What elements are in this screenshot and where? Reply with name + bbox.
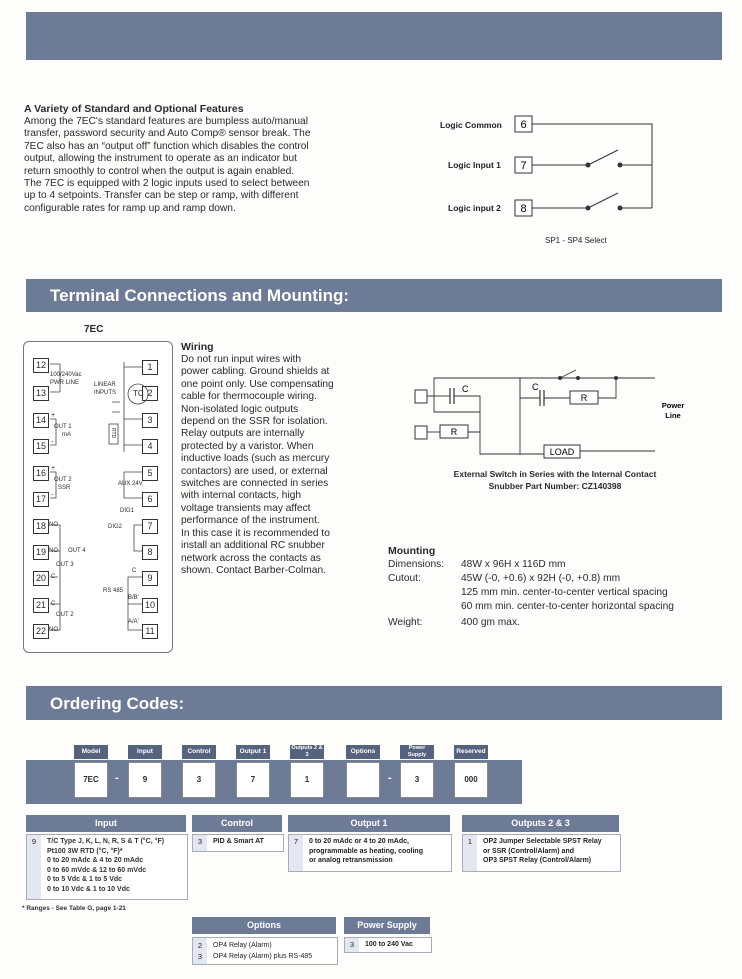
outputs23-line: OP3 SPST Relay (Control/Alarm)	[483, 857, 592, 864]
plus-label: +	[51, 412, 56, 419]
mounting-title: Mounting	[388, 545, 436, 557]
snubber-caption-2: Snubber Part Number: CZ140398	[488, 481, 622, 491]
out2-ssr-label: SSR	[58, 485, 71, 491]
control-code: 3	[193, 835, 207, 851]
input-code: 9	[27, 835, 41, 899]
code-dash: -	[115, 772, 119, 784]
mounting-dimensions-label: Dimensions:	[388, 559, 445, 570]
control-section-header: Control	[192, 815, 282, 832]
code-value-input: 9	[128, 762, 162, 798]
no-label-22: NO	[49, 627, 58, 633]
code-header-reserved: Reserved	[454, 745, 488, 759]
wiring-line: inductive loads (such as mercury	[181, 453, 330, 465]
out1-label: OUT 1	[54, 424, 72, 430]
terminal-22: 22	[33, 624, 49, 639]
code-header-power: Power Supply	[400, 745, 434, 759]
wiring-line: power cabling. Ground shields at	[181, 366, 330, 378]
tc-label: TC	[133, 389, 144, 398]
terminal-21: 21	[33, 598, 49, 613]
terminal-2: 2	[142, 386, 158, 401]
wiring-line: one point only. Use compensating	[181, 378, 334, 390]
terminal-7: 7	[142, 519, 158, 534]
terminal-13: 13	[33, 386, 49, 401]
output1-line: programmable as heating, cooling	[309, 847, 423, 855]
input-option: 0 to 60 mVdc & 12 to 60 mVdc	[47, 866, 147, 874]
wiring-line: Non-isolated logic outputs	[181, 403, 299, 415]
terminal-4: 4	[142, 439, 158, 454]
output1-section-body	[288, 834, 452, 872]
features-line: Among the 7EC's standard features are bumpless auto/manual	[24, 116, 308, 127]
terminal-8: 8	[142, 545, 158, 560]
wiring-line: shown. Contact Barber-Colman.	[181, 564, 326, 576]
output1-line: 0 to 20 mAdc or 4 to 20 mAdc,	[309, 838, 409, 845]
wiring-line: network across the contacts as	[181, 552, 321, 564]
snubber-caption-1: External Switch in Series with the Internal Contact	[453, 469, 657, 479]
terminal-9: 9	[142, 571, 158, 586]
code-header-control: Control	[182, 745, 216, 759]
out2-relay-label: OUT 2	[56, 612, 74, 618]
wiring-line: voltage transients may affect	[181, 502, 311, 514]
terminal-14: 14	[33, 413, 49, 428]
options-row: OP4 Relay (Alarm)	[213, 942, 272, 949]
inputs-label: INPUTS	[94, 390, 117, 396]
terminal-20: 20	[33, 571, 49, 586]
input-option: 0 to 5 Vdc & 1 to 5 Vdc	[47, 876, 123, 883]
out3-label: OUT 3	[56, 562, 74, 568]
terminal-18: 18	[33, 519, 49, 534]
mounting-dimensions-value: 48W x 96H x 116D mm	[461, 559, 566, 570]
options-row: OP4 Relay (Alarm) plus RS-485	[213, 953, 313, 960]
code-header-output1: Output 1	[236, 745, 270, 759]
wiring-line: protected by a varistor. When	[181, 440, 314, 452]
wiring-line: In this case it is recommended to	[181, 527, 330, 539]
mounting-cutout-value: 45W (-0, +0.6) x 92H (-0, +0.8) mm	[461, 573, 621, 584]
outputs23-section-body	[462, 834, 621, 872]
c-label-21: C	[51, 601, 56, 607]
code-value-model: 7EC	[74, 762, 108, 798]
rtd-label: RTD	[110, 428, 116, 439]
wiring-line: Do not run input wires with	[181, 354, 302, 365]
features-line: transfer, password security and Auto Comp® sensor break. The	[24, 128, 311, 140]
ordering-title: Ordering Codes:	[50, 694, 185, 713]
wiring-line: switches are connected in series	[181, 478, 329, 490]
code-header-input: Input	[128, 745, 162, 759]
wiring-title: Wiring	[181, 341, 214, 353]
snubber-r-label-1: R	[450, 427, 458, 437]
terminal-wiring-lines	[24, 342, 172, 652]
wiring-line: cable for thermocouple wiring.	[181, 391, 317, 403]
outputs23-line: OP2 Jumper Selectable SPST Relay	[483, 838, 602, 845]
no-label-19: NO	[49, 548, 58, 554]
wiring-line: depend on the SSR for isolation.	[181, 416, 328, 428]
c-label-9: C	[132, 568, 137, 574]
features-line: configurable rates for ramp up and ramp down.	[24, 202, 236, 214]
outputs23-code: 1	[463, 835, 477, 871]
features-line: up to 4 setpoints. Transfer can be step or ramp, with different	[24, 190, 299, 202]
bb-label: B/B'	[128, 595, 139, 601]
wiring-line: with internal contacts, high	[181, 490, 302, 502]
ordering-banner	[26, 686, 722, 720]
input-section-body	[26, 834, 188, 900]
line-label: Line	[665, 411, 681, 420]
no-label-18: NO	[49, 522, 58, 528]
wiring-line: performance of the instrument.	[181, 515, 320, 527]
code-value-output1: 7	[236, 762, 270, 798]
features-body	[24, 116, 374, 215]
terminal-16: 16	[33, 466, 49, 481]
features-line: return smoothly to control when the output is again enabled.	[24, 165, 295, 177]
control-section-body	[192, 834, 284, 852]
control-option: PID & Smart AT	[213, 838, 264, 845]
out1-ma-label: mA	[62, 432, 71, 438]
code-value-control: 3	[182, 762, 216, 798]
terminal-7: 7	[520, 160, 527, 172]
options-section-header: Options	[192, 917, 336, 934]
snubber-r-label-2: R	[580, 393, 588, 403]
terminal-12: 12	[33, 358, 49, 373]
wiring-line: install an additional RC snubber	[181, 540, 325, 552]
code-header-outputs23: Outputs 2 & 3	[291, 745, 323, 758]
terminal-5: 5	[142, 466, 158, 481]
aux-label: AUX 24V	[118, 481, 143, 487]
logic-diagram-caption: SP1 - SP4 Select	[545, 236, 607, 245]
out4-label: OUT 4	[68, 548, 86, 554]
logic-input1-label: Logic Input 1	[448, 160, 501, 170]
features-line: output, allowing the instrument to operate as an indicator but	[24, 153, 297, 165]
pwr-line-label: PWR LINE	[50, 380, 80, 386]
dig1-label: DIG1	[120, 508, 135, 514]
terminal-section-title: Terminal Connections and Mounting:	[50, 286, 350, 305]
out2-label: OUT 2	[54, 477, 72, 483]
outputs23-section-header: Outputs 2 & 3	[462, 815, 619, 832]
output1-section-header: Output 1	[288, 815, 450, 832]
options-code: 2	[197, 941, 203, 950]
power-section-header: Power Supply	[344, 917, 430, 934]
code-value-reserved: 000	[454, 762, 488, 798]
features-title: A Variety of Standard and Optional Features	[24, 103, 244, 115]
input-option: 0 to 10 Vdc & 1 to 10 Vdc	[47, 885, 130, 893]
ranges-footnote: * Ranges - See Table G, page 1-21	[22, 905, 126, 912]
c-label-20: C	[51, 574, 56, 580]
plus-label-2: +	[51, 465, 56, 472]
power-option: 100 to 240 Vac	[365, 941, 413, 948]
input-section-header: Input	[26, 815, 186, 832]
code-value-power: 3	[400, 762, 434, 798]
rs485-label: RS 485	[103, 588, 124, 594]
pwr-label: 100/240Vac	[50, 372, 82, 378]
input-option: 0 to 20 mAdc & 4 to 20 mAdc	[47, 857, 144, 864]
linear-label: LINEAR	[94, 382, 116, 388]
features-line: The 7EC is equipped with 2 logic inputs used to select between	[24, 178, 310, 190]
power-code: 3	[345, 938, 359, 952]
terminal-17: 17	[33, 492, 49, 507]
terminal-section-banner	[26, 279, 722, 312]
terminal-10: 10	[142, 598, 158, 613]
snubber-c-label-2: C	[532, 382, 539, 392]
minus-label: -	[51, 439, 54, 446]
output1-line: or analog retransmission	[309, 857, 393, 864]
options-code: 3	[197, 952, 203, 961]
mounting-weight-value: 400 gm max.	[461, 617, 520, 628]
input-option: T/C Type J, K, L, N, R, S & T (°C, °F)	[47, 838, 165, 845]
terminal-19: 19	[33, 545, 49, 560]
code-header-options: Options	[346, 745, 380, 759]
features-line: 7EC also has an “output off” function which disables the control	[24, 140, 309, 152]
code-dash-2: -	[388, 772, 392, 784]
wiring-body	[181, 354, 381, 577]
terminal-8: 8	[520, 203, 527, 215]
code-value-outputs23: 1	[290, 762, 324, 798]
terminal-3: 3	[142, 413, 158, 428]
mounting-vertical-spacing: 125 mm min. center-to-center vertical spacing	[461, 587, 668, 598]
minus-label-2: -	[51, 492, 54, 499]
model-label: 7EC	[84, 324, 104, 335]
snubber-diagram	[410, 366, 700, 462]
terminal-diagram	[23, 341, 173, 653]
terminal-6: 6	[520, 119, 527, 131]
terminal-11: 11	[142, 624, 158, 639]
input-option: Pt100 3W RTD (°C, °F)*	[47, 847, 123, 855]
output1-code: 7	[289, 835, 303, 871]
options-section-body	[192, 937, 338, 965]
snubber-load-label: LOAD	[549, 447, 575, 457]
wiring-line: Relay outputs are internally	[181, 428, 305, 440]
code-header-model: Model	[74, 745, 108, 759]
top-banner	[26, 12, 722, 60]
code-value-options	[346, 762, 380, 798]
logic-input-diagram	[430, 108, 670, 248]
terminal-6: 6	[142, 492, 158, 507]
logic-input2-label: Logic input 2	[448, 203, 501, 213]
power-section-body	[344, 937, 432, 953]
mounting-horizontal-spacing: 60 mm min. center-to-center horizontal spacing	[461, 601, 674, 612]
outputs23-line: or SSR (Control/Alarm) and	[483, 847, 575, 855]
ab-label: A/A'	[128, 619, 139, 625]
terminal-15: 15	[33, 439, 49, 454]
logic-common-label: Logic Common	[440, 120, 502, 130]
mounting-cutout-label: Cutout:	[388, 573, 421, 584]
mounting-weight-label: Weight:	[388, 617, 423, 628]
power-label: Power	[661, 401, 685, 410]
wiring-line: contactors) are used, or external	[181, 465, 328, 477]
dig2-label: DIG2	[108, 524, 123, 530]
snubber-c-label-1: C	[462, 384, 469, 394]
terminal-1: 1	[142, 360, 158, 375]
